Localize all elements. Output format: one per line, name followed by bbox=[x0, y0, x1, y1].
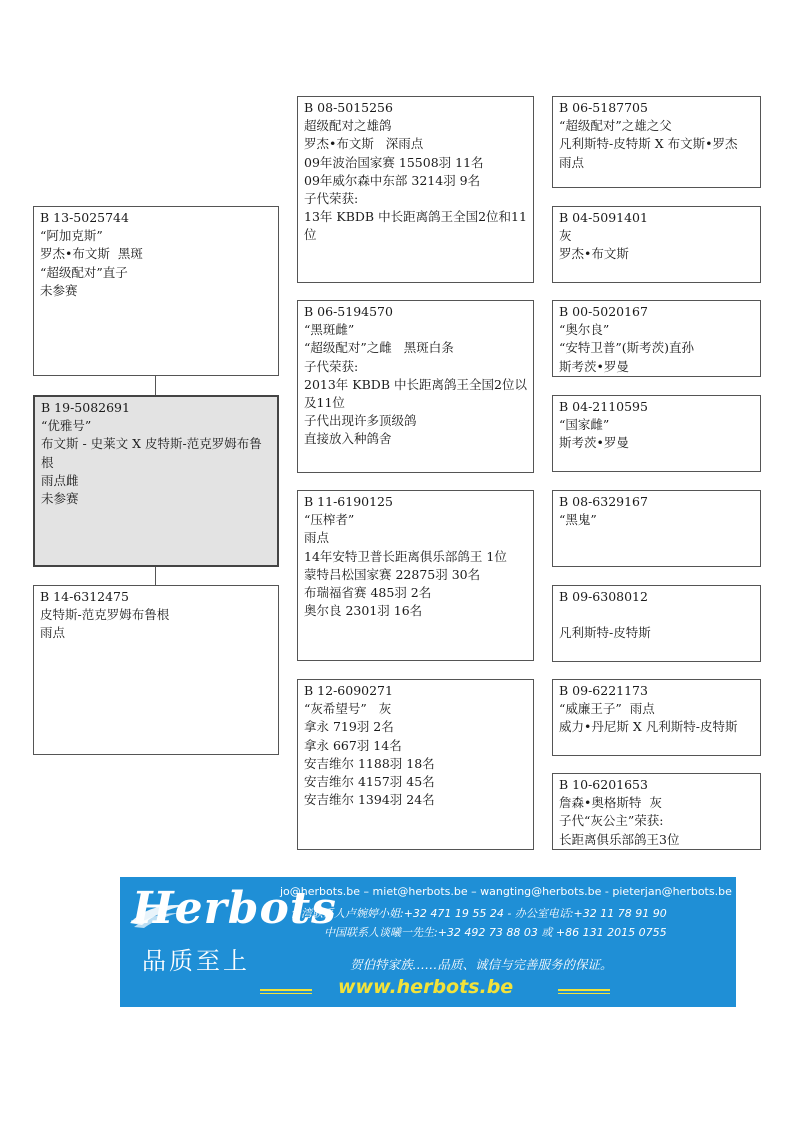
pedigree-line: 安吉维尔 1188羽 18名 bbox=[304, 755, 435, 771]
pedigree-line: 子代出现许多顶级鸽 bbox=[304, 413, 417, 429]
pedigree-line: 子代荣获: bbox=[304, 191, 359, 207]
banner-rule-right bbox=[558, 989, 610, 991]
sire-dam-box bbox=[297, 300, 534, 473]
ring-number: B 19-5082691 bbox=[41, 400, 130, 415]
sire-box bbox=[33, 206, 279, 376]
pedigree-line: 09年威尔森中东部 3214羽 9名 bbox=[304, 172, 481, 188]
pedigree-line: 布瑞福省赛 485羽 2名 bbox=[304, 585, 432, 601]
pedigree-line: 斯考茨•罗曼 bbox=[559, 435, 629, 451]
pedigree-line: 威力•丹尼斯 X 凡利斯特-皮特斯 bbox=[559, 719, 738, 735]
subject-box bbox=[33, 395, 279, 567]
pedigree-line: 子代“灰公主”荣获: bbox=[559, 813, 664, 829]
pedigree-line: 雨点雌 bbox=[41, 472, 79, 488]
ring-number: B 04-5091401 bbox=[559, 210, 648, 225]
ring-number: B 09-6221173 bbox=[559, 683, 648, 698]
pedigree-line: 凡利斯特-皮特斯 X 布文斯•罗杰 bbox=[559, 136, 738, 152]
banner-emails[interactable]: jo@herbots.be – miet@herbots.be – wangting@herbots.be - pieterjan@herbots.be bbox=[280, 885, 732, 898]
herbots-banner bbox=[120, 877, 736, 1007]
connector-subject-dam bbox=[155, 566, 156, 586]
ring-number: B 04-2110595 bbox=[559, 399, 648, 414]
pedigree-line: “灰希望号” 灰 bbox=[304, 701, 392, 717]
pedigree-line: 灰 bbox=[559, 228, 572, 244]
pedigree-line: 超级配对之雄鸽 bbox=[304, 118, 392, 134]
banner-tagline: 贺伯特家族……品质、诚信与完善服务的保证。 bbox=[350, 957, 613, 972]
sire-sire-sire-box bbox=[552, 96, 761, 188]
pedigree-line: “国家雌” bbox=[559, 417, 610, 433]
banner-rule-left bbox=[260, 989, 312, 991]
ring-number: B 00-5020167 bbox=[559, 304, 648, 319]
pedigree-line: “威廉王子” 雨点 bbox=[559, 701, 655, 717]
ring-number: B 09-6308012 bbox=[559, 589, 648, 604]
sire-dam-dam-box bbox=[552, 395, 761, 472]
dam-sire-dam-box bbox=[552, 585, 761, 662]
pedigree-line: 罗杰•布文斯 黑斑 bbox=[40, 246, 143, 262]
pedigree-line: 罗杰•布文斯 bbox=[559, 246, 629, 262]
dam-dam-dam-box bbox=[552, 773, 761, 850]
pedigree-line: “超级配对”之雄之父 bbox=[559, 118, 672, 134]
banner-slogan: 品质至上 bbox=[142, 947, 250, 975]
pedigree-line: “超级配对”之雌 黑斑白条 bbox=[304, 340, 454, 356]
pedigree-line: 子代荣获: bbox=[304, 358, 359, 374]
pedigree-line: 安吉维尔 4157羽 45名 bbox=[304, 774, 435, 790]
pedigree-line bbox=[559, 606, 754, 624]
sire-dam-sire-box bbox=[552, 300, 761, 377]
pedigree-line: 蒙特吕松国家赛 22875羽 30名 bbox=[304, 566, 481, 582]
pedigree-line: 詹森•奥格斯特 灰 bbox=[559, 795, 662, 811]
pedigree-line: 罗杰•布文斯 深雨点 bbox=[304, 136, 424, 152]
ring-number: B 06-5187705 bbox=[559, 100, 648, 115]
pedigree-line: 凡利斯特-皮特斯 bbox=[559, 625, 651, 641]
pedigree-line: 皮特斯-范克罗姆布鲁根 bbox=[40, 607, 170, 623]
sire-sire-dam-box bbox=[552, 206, 761, 283]
pedigree-line: 雨点 bbox=[559, 154, 585, 170]
pedigree-line: 奥尔良 2301羽 16名 bbox=[304, 603, 423, 619]
pedigree-line: “黑鬼” bbox=[559, 512, 597, 528]
banner-contact-china: 中国联系人谈曦一先生:+32 492 73 88 03 或 +86 131 2015 0755 bbox=[324, 926, 667, 939]
pedigree-line: 09年波治国家赛 15508羽 11名 bbox=[304, 154, 484, 170]
ring-number: B 06-5194570 bbox=[304, 304, 393, 319]
pedigree-line: 2013年 KBDB 中长距离鸽王全国2位以及11位 bbox=[304, 376, 527, 411]
connector-sire-subject bbox=[155, 375, 156, 396]
pedigree-line: “奥尔良” bbox=[559, 322, 610, 338]
dam-box bbox=[33, 585, 279, 755]
ring-number: B 08-5015256 bbox=[304, 100, 393, 115]
pedigree-line: “优雅号” bbox=[41, 418, 92, 434]
pedigree-line: 拿永 667羽 14名 bbox=[304, 737, 402, 753]
pedigree-line: “阿加克斯” bbox=[40, 228, 103, 244]
dam-sire-sire-box bbox=[552, 490, 761, 567]
ring-number: B 11-6190125 bbox=[304, 494, 393, 509]
ring-number: B 12-6090271 bbox=[304, 683, 393, 698]
pedigree-line: 斯考茨•罗曼 bbox=[559, 358, 629, 374]
ring-number: B 08-6329167 bbox=[559, 494, 648, 509]
dam-dam-sire-box bbox=[552, 679, 761, 756]
ring-number: B 13-5025744 bbox=[40, 210, 129, 225]
dam-sire-box bbox=[297, 490, 534, 661]
pedigree-line: 14年安特卫普长距离俱乐部鸽王 1位 bbox=[304, 548, 507, 564]
pedigree-line: 雨点 bbox=[304, 530, 330, 546]
pedigree-line: “安特卫普”(斯考茨)直孙 bbox=[559, 340, 695, 356]
pedigree-line: “超级配对”直子 bbox=[40, 264, 128, 280]
ring-number: B 10-6201653 bbox=[559, 777, 648, 792]
banner-contact-taiwan: 台湾联系人卢婉婷小姐:+32 471 19 55 24 - 办公室电话:+32 11 78 91 90 bbox=[290, 907, 667, 920]
pedigree-line: 直接放入种鸽舍 bbox=[304, 431, 392, 447]
pedigree-line: 未参赛 bbox=[40, 282, 78, 298]
sire-sire-box bbox=[297, 96, 534, 283]
pedigree-line: “压榨者” bbox=[304, 512, 355, 528]
pedigree-line: 长距离俱乐部鸽王3位 bbox=[559, 831, 680, 847]
pedigree-line: “黑斑雌” bbox=[304, 322, 355, 338]
pedigree-line: 未参赛 bbox=[41, 491, 79, 507]
banner-website-link[interactable]: www.herbots.be bbox=[338, 976, 514, 998]
pedigree-line: 雨点 bbox=[40, 625, 66, 641]
banner-rule-left-thin bbox=[260, 993, 312, 994]
herbots-logo: Herbots bbox=[132, 883, 337, 934]
pedigree-line: 13年 KBDB 中长距离鸽王全国2位和11位 bbox=[304, 209, 527, 243]
pedigree-line: 安吉维尔 1394羽 24名 bbox=[304, 792, 435, 808]
pedigree-line: 布文斯 - 史莱文 X 皮特斯-范克罗姆布鲁根 bbox=[41, 436, 262, 470]
banner-rule-right-thin bbox=[558, 993, 610, 994]
pedigree-line: 拿永 719羽 2名 bbox=[304, 719, 394, 735]
ring-number: B 14-6312475 bbox=[40, 589, 129, 604]
dam-dam-box bbox=[297, 679, 534, 850]
